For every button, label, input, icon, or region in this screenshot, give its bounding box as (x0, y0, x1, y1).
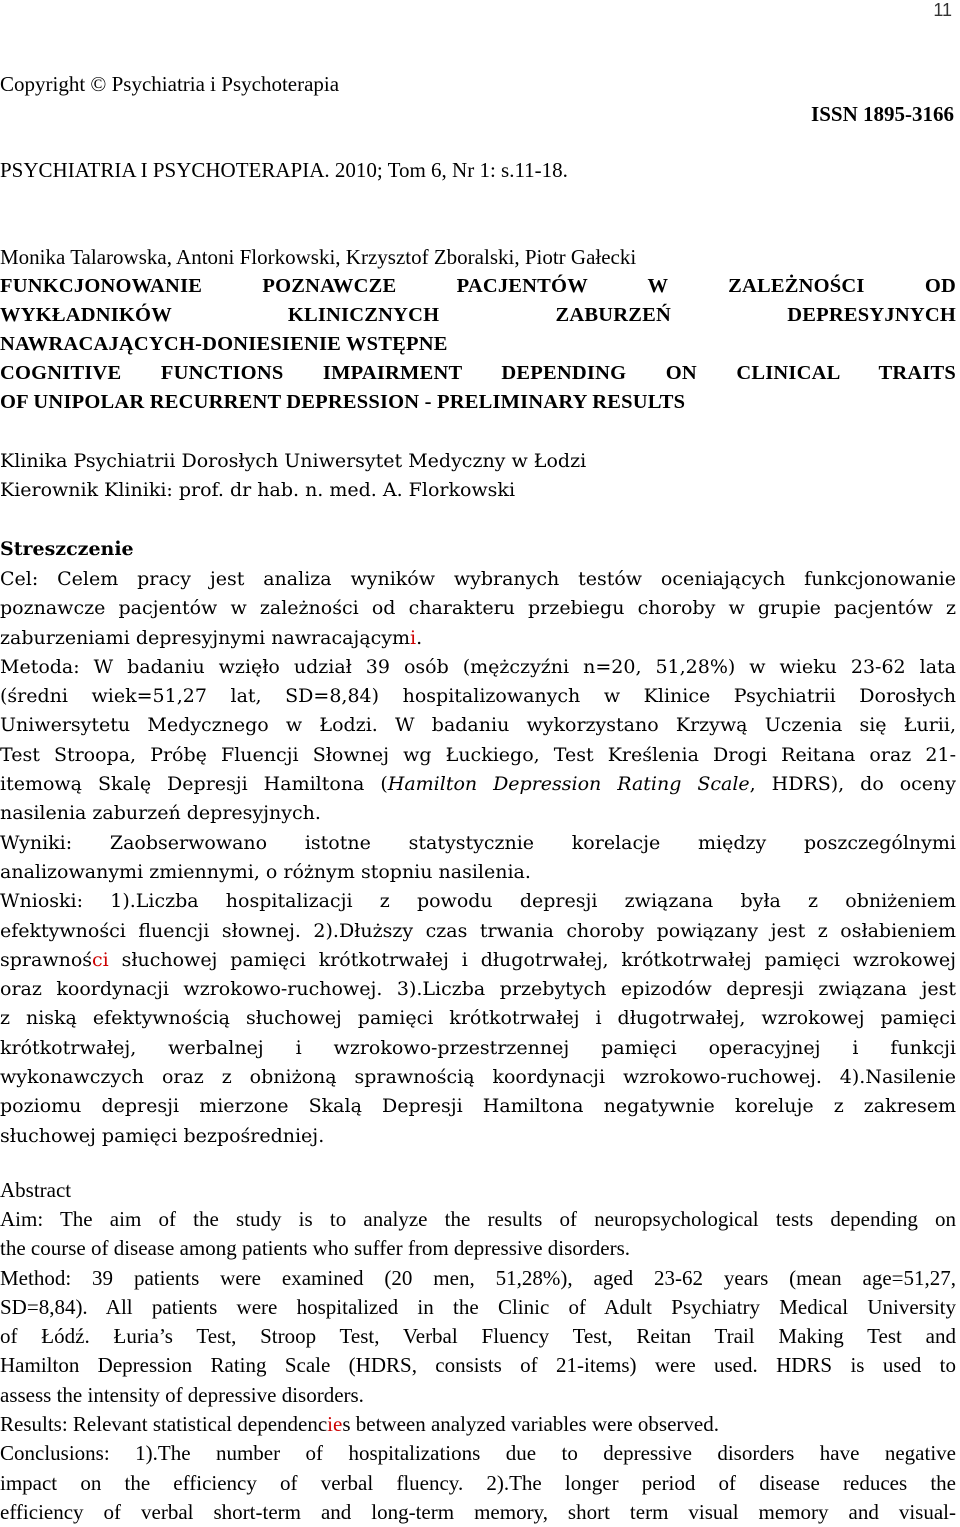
text-span: s between analyzed variables were observed. (342, 1412, 719, 1437)
abstract-heading: Abstract (0, 1178, 72, 1202)
authors: Monika Talarowska, Antoni Florkowski, Krzysztof Zboralski, Piotr Gałecki (0, 245, 637, 269)
text-span: . (416, 626, 423, 649)
text-line: oraz koordynacji wzrokowo-ruchowej. 3).Liczba przebytych epizodów depresji związana jest (0, 978, 956, 1001)
text-line (0, 1410, 956, 1439)
text-line: krótkotrwałej, werbalnej i wzrokowo-przestrzennej pamięci operacyjnej i funkcji (0, 1036, 956, 1059)
text-line: Wnioski: 1).Liczba hospitalizacji z powodu depresji związana była z obniżeniem (0, 890, 956, 913)
text-line: SD=8,84). All patients were hospitalized in the Clinic of Adult Psychiatry Medical University (0, 1294, 956, 1319)
text-line: nasilenia zaburzeń depresyjnych. (0, 802, 321, 825)
title-line: WYKŁADNIKÓW KLINICZNYCH ZABURZEŃ DEPRESYJNYCH (0, 304, 956, 326)
text-line: assess the intensity of depressive disorders. (0, 1382, 364, 1407)
text-line: z niską efektywnością słuchowej pamięci krótkotrwałej i długotrwałej, wzrokowej pamięci (0, 1007, 956, 1030)
copyright-line: Copyright © Psychiatria i Psychoterapia (0, 72, 340, 96)
text-line: (średni wiek=51,27 lat, SD=8,84) hospitalizowanych w Klinice Psychiatrii Dorosłych (0, 685, 956, 708)
issn: ISSN 1895-3166 (811, 102, 954, 126)
streszczenie-body (0, 565, 956, 1151)
text-line: of Łódź. Łuria’s Test, Stroop Test, Verbal Fluency Test, Reitan Trail Making Test and (0, 1324, 956, 1349)
italic-scale-name: Hamilton Depression Rating Scale (387, 773, 750, 796)
text-line: efficiency of verbal short-term and long-term memory, short term visual memory and visual- (0, 1499, 956, 1524)
text-line (0, 770, 956, 799)
text-span: słuchowej pamięci krótkotrwałej i długotrwałej, krótkotrwałej pamięci wzrokowej (108, 948, 956, 971)
page-number: 11 (933, 0, 952, 20)
text-line: Wyniki: Zaobserwowano istotne statystycznie korelacje między poszczególnymi (0, 831, 956, 854)
affiliation-clinic: Klinika Psychiatrii Dorosłych Uniwersytet Medyczny w Łodzi (0, 450, 587, 472)
red-letters: ie (327, 1412, 343, 1437)
text-line: Metoda: W badaniu wzięło udział 39 osób (mężczyźni n=20, 51,28%) w wieku 23-62 lata (0, 655, 956, 678)
text-line: Conclusions: 1).The number of hospitalizations due to depressive disorders have negative (0, 1441, 956, 1466)
streszczenie-heading: Streszczenie (0, 538, 134, 560)
text-line: the course of disease among patients who suffer from depressive disorders. (0, 1236, 631, 1261)
red-letter: i (410, 626, 417, 649)
text-line: Aim: The aim of the study is to analyze the results of neuropsychological tests depending on (0, 1207, 956, 1231)
text-line: poziomu depresji mierzone Skalą Depresji Hamiltona negatywnie koreluje z zakresem (0, 1095, 956, 1118)
text-line: Cel: Celem pracy jest analiza wyników wybranych testów oceniających funkcjonowanie (0, 568, 956, 590)
text-span: sprawnoś (0, 948, 93, 971)
text-line: Uniwersytetu Medycznego w Łodzi. W badaniu wykorzystano Krzywą Uczenia się Łurii, (0, 714, 956, 737)
text-line: impact on the efficiency of verbal fluency. 2).The longer period of disease reduces the (0, 1470, 956, 1495)
text-line (0, 946, 956, 975)
text-line: Test Stroopa, Próbę Fluencji Słownej wg Łuckiego, Test Kreślenia Drogi Reitana oraz 21- (0, 743, 956, 766)
text-span: , HDRS), do oceny (749, 773, 956, 796)
title-line: COGNITIVE FUNCTIONS IMPAIRMENT DEPENDING ON CLINICAL TRAITS (0, 362, 956, 384)
title-line: FUNKCJONOWANIE POZNAWCZE PACJENTÓW W ZALEŻNOŚCI OD (0, 275, 956, 297)
journal-citation: PSYCHIATRIA I PSYCHOTERAPIA. 2010; Tom 6, Nr 1: s.11-18. (0, 158, 568, 182)
text-line: Hamilton Depression Rating Scale (HDRS, consists of 21-items) were used. HDRS is used to (0, 1353, 956, 1378)
text-span: itemową Skalę Depresji Hamiltona ( (0, 773, 388, 796)
text-line: Method: 39 patients were examined (20 men, 51,28%), aged 23-62 years (mean age=51,27, (0, 1265, 956, 1290)
text-span: zaburzeniami depresyjnymi nawracającym (0, 626, 411, 649)
text-line: słuchowej pamięci bezpośredniej. (0, 1124, 325, 1147)
title-line: OF UNIPOLAR RECURRENT DEPRESSION - PRELIMINARY RESULTS (0, 391, 686, 413)
title-line: NAWRACAJĄCYCH-DONIESIENIE WSTĘPNE (0, 333, 448, 355)
red-letters: ci (92, 948, 109, 971)
text-line (0, 624, 956, 653)
text-line: poznawcze pacjentów w zależności od charakteru przebiegu choroby w grupie pacjentów z (0, 597, 956, 620)
affiliation-head: Kierownik Kliniki: prof. dr hab. n. med. A. Florkowski (0, 479, 516, 501)
abstract-body (0, 1205, 956, 1527)
text-span: Results: Relevant statistical dependenc (0, 1412, 328, 1437)
text-line: wykonawczych oraz z obniżoną sprawnością koordynacji wzrokowo-ruchowej. 4).Nasilenie (0, 1066, 956, 1089)
text-line: efektywności fluencji słownej. 2).Dłuższy czas trwania choroby powiązany jest z osłabieniem (0, 919, 956, 942)
text-line: analizowanymi zmiennymi, o różnym stopniu nasilenia. (0, 860, 531, 883)
